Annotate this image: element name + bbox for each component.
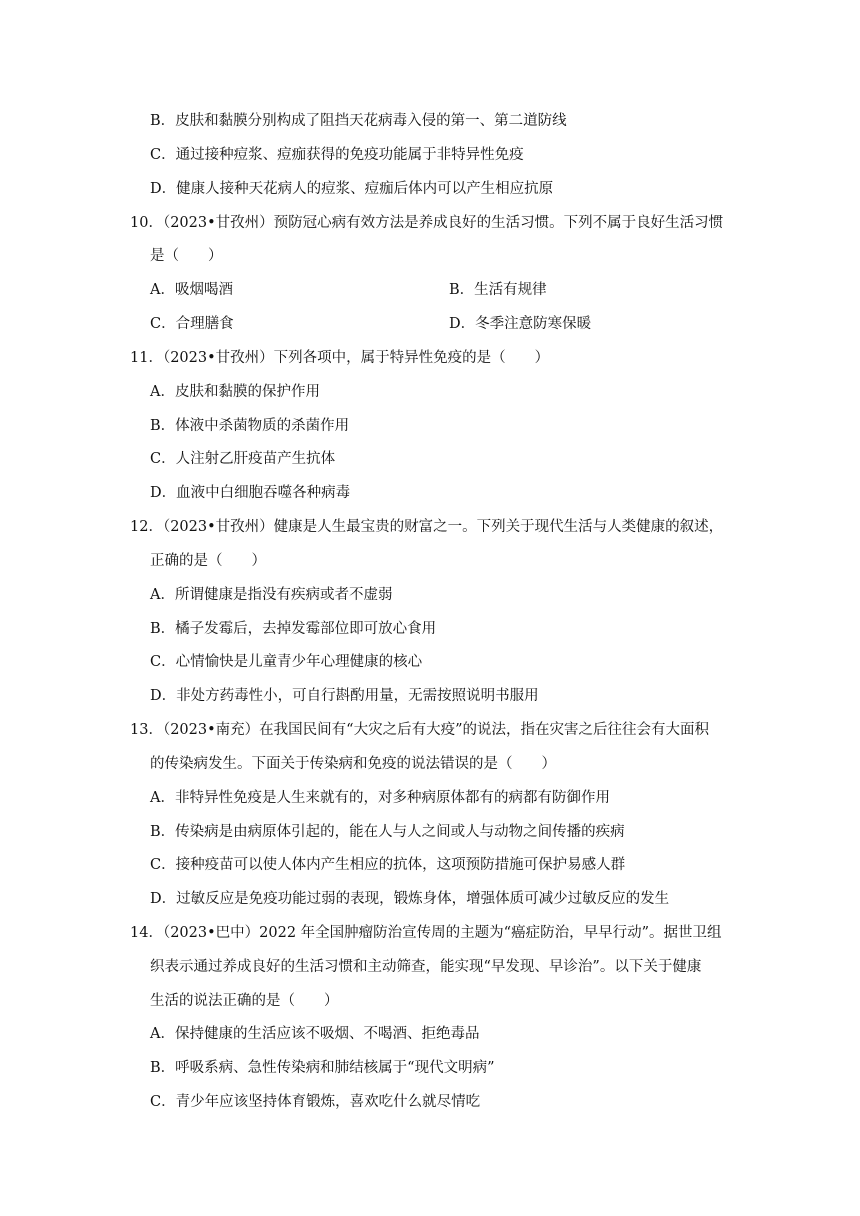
q11-option-d: D．血液中白细胞吞噬各种病毒 [150, 485, 351, 501]
q10-stem-line2: 是（ ） [150, 248, 223, 264]
q10-option-b: B．生活有规律 [449, 282, 547, 298]
q13-option-b: B．传染病是由病原体引起的，能在人与人之间或人与动物之间传播的疾病 [150, 824, 625, 840]
q10-option-d: D．冬季注意防寒保暖 [449, 316, 592, 332]
q13-stem-line2: 的传染病发生。下面关于传染病和免疫的说法错误的是（ ） [150, 756, 556, 772]
q10-option-c: C．合理膳食 [150, 316, 234, 332]
q13-option-d: D．过敏反应是免疫功能过弱的表现，锻炼身体，增强体质可减少过敏反应的发生 [150, 891, 670, 907]
q11-option-a: A．皮肤和黏膜的保护作用 [150, 384, 320, 400]
q14-stem-line1: 14．（2023•巴中）2022 年全国肿瘤防治宣传周的主题为“癌症防治，早早行动”。据世卫组 [130, 925, 722, 941]
q11-stem-line1: 11．（2023•甘孜州）下列各项中，属于特异性免疫的是（ ） [130, 350, 550, 366]
q10-option-a: A．吸烟喝酒 [150, 282, 233, 298]
q14-option-b: B．呼吸系病、急性传染病和肺结核属于“现代文明病” [150, 1060, 495, 1076]
q11-option-c: C．人注射乙肝疫苗产生抗体 [150, 451, 336, 467]
q12-stem-line2: 正确的是（ ） [150, 553, 266, 569]
q12-option-c: C．心情愉快是儿童青少年心理健康的核心 [150, 654, 423, 670]
q10-stem-line1: 10．（2023•甘孜州）预防冠心病有效方法是养成良好的生活习惯。下列不属于良好生活习惯 [130, 215, 724, 231]
q9-option-b: B．皮肤和黏膜分别构成了阻挡天花病毒入侵的第一、第二道防线 [150, 113, 567, 129]
q12-option-b: B．橘子发霉后，去掉发霉部位即可放心食用 [150, 621, 437, 637]
q12-option-d: D．非处方药毒性小，可自行斟酌用量，无需按照说明书服用 [150, 688, 539, 704]
q12-stem-line1: 12．（2023•甘孜州）健康是人生最宝贵的财富之一。下列关于现代生活与人类健康的叙述， [130, 519, 724, 535]
q9-option-d: D．健康人接种天花病人的痘浆、痘痂后体内可以产生相应抗原 [150, 181, 554, 197]
q14-option-a: A．保持健康的生活应该不吸烟、不喝酒、拒绝毒品 [150, 1026, 480, 1042]
q13-stem-line1: 13．（2023•南充）在我国民间有“大灾之后有大疫”的说法，指在灾害之后往往会有大面积 [130, 722, 709, 738]
q13-option-a: A．非特异性免疫是人生来就有的，对多种病原体都有的病都有防御作用 [150, 790, 610, 806]
q13-option-c: C．接种疫苗可以使人体内产生相应的抗体，这项预防措施可保护易感人群 [150, 857, 626, 873]
q14-option-c: C．青少年应该坚持体育锻炼，喜欢吃什么就尽情吃 [150, 1094, 481, 1110]
q11-option-b: B．体液中杀菌物质的杀菌作用 [150, 418, 350, 434]
q12-option-a: A．所谓健康是指没有疾病或者不虚弱 [150, 587, 393, 603]
q14-stem-line2: 织表示通过养成良好的生活习惯和主动筛查，能实现“早发现、早诊治”。以下关于健康 [150, 959, 702, 975]
q14-stem-line3: 生活的说法正确的是（ ） [150, 993, 339, 1009]
q9-option-c: C．通过接种痘浆、痘痂获得的免疫功能属于非特异性免疫 [150, 147, 524, 163]
